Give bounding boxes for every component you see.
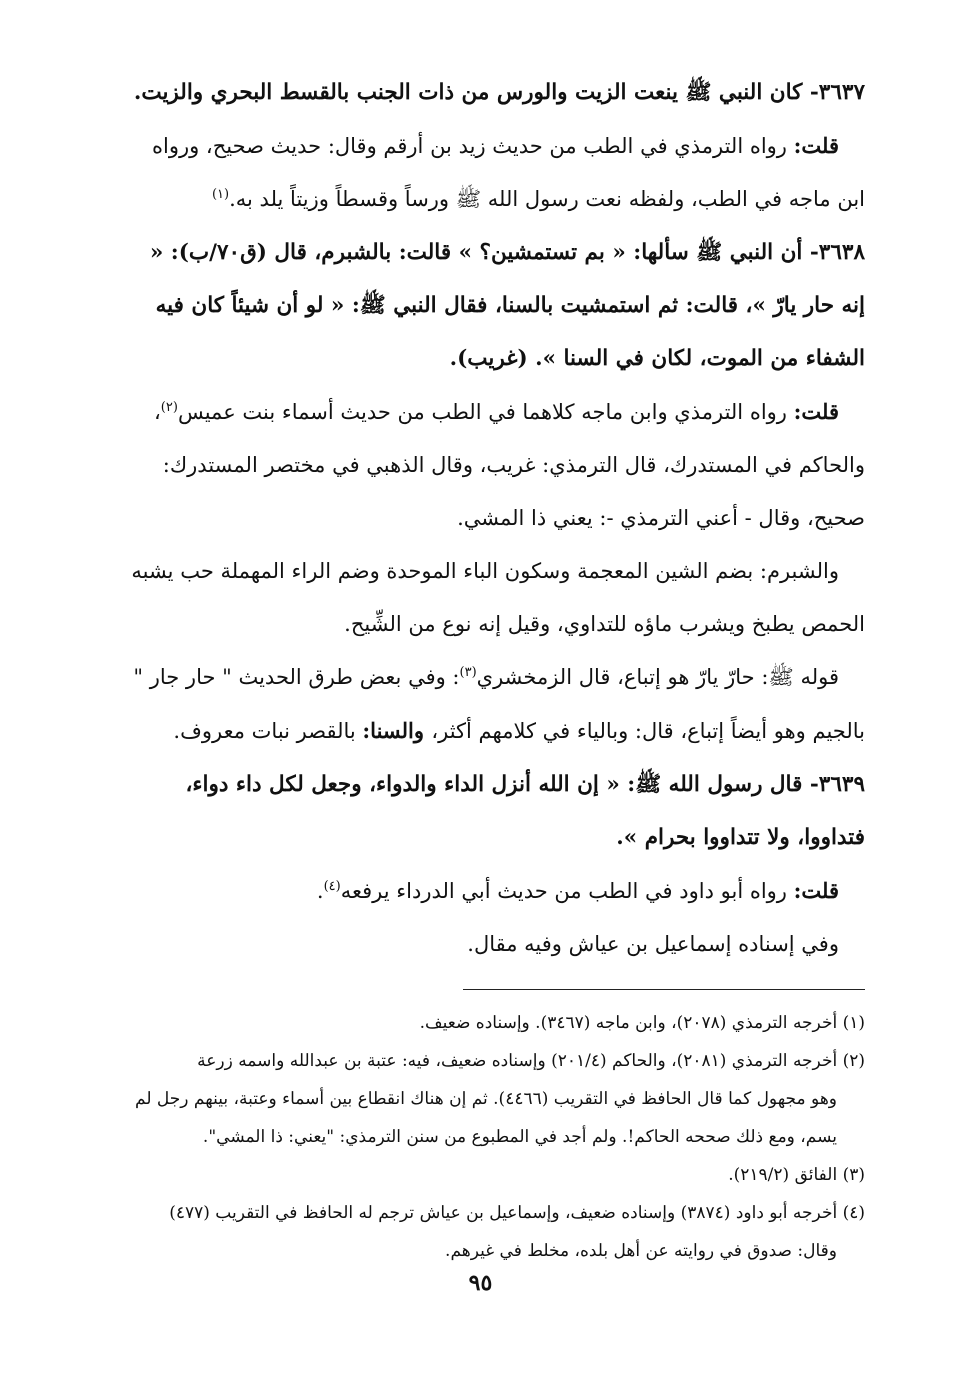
explanation-line: الحمص يطبخ ويشرب ماؤه للتداوي، وقيل إنه نوع من الشِّيح. bbox=[344, 612, 865, 636]
page-number: ٩٥ bbox=[468, 1270, 493, 1296]
explanation-line: والشبرم: بضم الشين المعجمة وسكون الباء الموحدة وضم الراء المهملة حب يشبه bbox=[131, 559, 839, 583]
commentary-text: ، bbox=[154, 400, 161, 424]
footnote-2-cont: وهو مجهول كما قال الحافظ في التقريب (٤٤٦٦). ثم إن هناك انقطاع بين أسماء وعتبة، بينهم رجل لم bbox=[135, 1089, 837, 1109]
commentary-text: رواه الترمذي في الطب من حديث زيد بن أرقم وقال: حديث صحيح، ورواه bbox=[152, 134, 794, 158]
commentary-line bbox=[98, 173, 865, 226]
footnote-3: (٣) الفائق (٢١٩/٢). bbox=[728, 1165, 865, 1185]
footnote-ref: (٤) bbox=[323, 879, 341, 894]
hadith-3638-line: إنه حار يارّ »، قالت: ثم استمشيت بالسنا، فقال النبي ﷺ: « لو أن شيئاً كان فيه bbox=[155, 293, 865, 318]
footnote-2: (٢) أخرجه الترمذي (٢٠٨١)، والحاكم (٢٠١/٤) وإسناده ضعيف، فيه: عتبة بن عبدالله واسمه زرعة bbox=[197, 1051, 865, 1071]
footnote-1: (١) أخرجه الترمذي (٢٠٧٨)، وابن ماجه (٣٤٦٧). وإسناده ضعيف. bbox=[419, 1013, 865, 1033]
commentary-text: رواه الترمذي وابن ماجه كلاهما في الطب من حديث أسماء بنت عميس bbox=[177, 400, 794, 424]
hadith-3638-line: الشفاء من الموت، لكان في السنا ». (غريب). bbox=[449, 346, 865, 371]
explanation-text: بالجيم وهو أيضاً إتباع، قال: وبالياء في كلامهم أكثر، bbox=[431, 719, 865, 743]
footnote-4: (٤) أخرجه أبو داود (٣٨٧٤) وإسناده ضعيف، وإسماعيل بن عياش ترجم له الحافظ في التقريب (٤٧٧) bbox=[169, 1203, 865, 1223]
qultu-label: قلت: bbox=[793, 133, 839, 158]
explanation-text: قوله ﷺ: حارّ يارّ هو إتباع، قال الزمخشري bbox=[476, 665, 839, 689]
commentary-line: صحيح، وقال - أعني الترمذي -: يعني ذا المشي. bbox=[457, 506, 865, 530]
hadith-3638-line: ٣٦٣٨- أن النبي ﷺ سألها: « بم تستمشين؟ » قالت: بالشبرم، قال (ق٧٠/ب): « bbox=[149, 240, 865, 265]
explanation-line bbox=[98, 704, 865, 758]
sana-term: والسنا: bbox=[362, 718, 432, 743]
footnote-2-cont: يسم، ومع ذلك صححه الحاكم!. ولم أجد في المطبوع من سنن الترمذي: "يعني: ذا المشي". bbox=[202, 1127, 837, 1147]
commentary-line bbox=[98, 385, 865, 439]
footnote-4-cont: وقال: صدوق في روايته عن أهل بلده، مخلط في غيرهم. bbox=[445, 1241, 837, 1261]
explanation-text: : وفي بعض طرق الحديث " حار جار " bbox=[133, 665, 460, 689]
hadith-3639-line: ٣٦٣٩- قال رسول الله ﷺ: « إن الله أنزل الداء والدواء، وجعل لكل داء دواء، bbox=[185, 772, 865, 797]
commentary-line bbox=[98, 864, 865, 918]
commentary-line: والحاكم في المستدرك، قال الترمذي: غريب، وقال الذهبي في مختصر المستدرك: bbox=[162, 453, 865, 477]
footnote-ref: (٣) bbox=[459, 665, 477, 680]
commentary-line: وفي إسناده إسماعيل بن عياش وفيه مقال. bbox=[467, 932, 839, 956]
footnote-ref: (١) bbox=[211, 187, 230, 202]
hadith-3639-line: فتداووا، ولا تتداووا بحرام ». bbox=[616, 825, 865, 850]
qultu-label: قلت: bbox=[793, 878, 839, 903]
qultu-label: قلت: bbox=[793, 399, 839, 424]
commentary-text: . bbox=[316, 879, 324, 903]
footnote-ref: (٢) bbox=[160, 400, 178, 415]
commentary-line bbox=[98, 119, 865, 173]
commentary-text: ابن ماجه في الطب، ولفظه نعت رسول الله ﷺ ورساً وقسطاً وزيتاً يلد به. bbox=[229, 187, 865, 211]
footnote-divider bbox=[463, 989, 865, 990]
explanation-line bbox=[98, 651, 865, 704]
hadith-3637-line: ٣٦٣٧- كان النبي ﷺ ينعت الزيت والورس من ذات الجنب بالقسط البحري والزيت. bbox=[133, 80, 865, 105]
commentary-text: رواه أبو داود في الطب من حديث أبي الدرداء يرفعه bbox=[340, 879, 794, 903]
explanation-text: بالقصر نبات معروف. bbox=[173, 719, 363, 743]
